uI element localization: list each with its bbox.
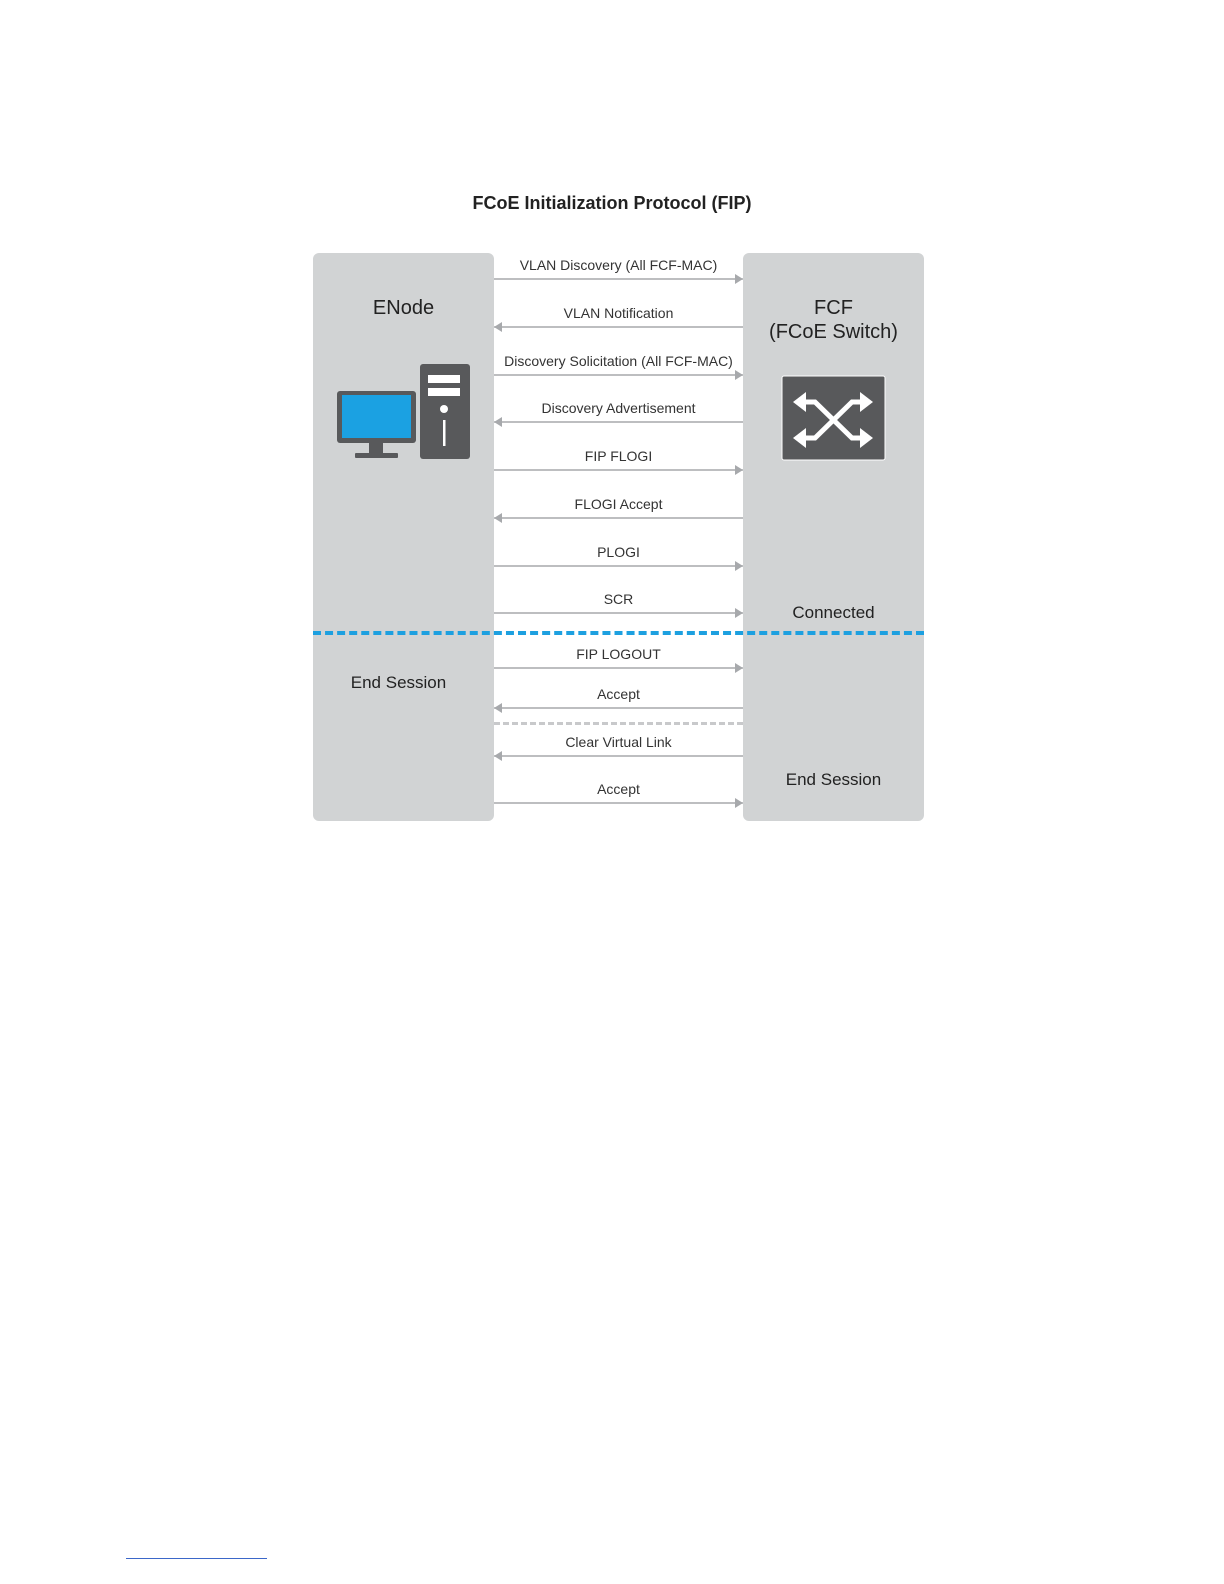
- message-arrow: [494, 513, 743, 523]
- message-label: Accept: [597, 686, 640, 702]
- fcf-end-session-label: End Session: [785, 770, 882, 789]
- session-divider: [313, 631, 924, 635]
- message-label: PLOGI: [597, 544, 640, 560]
- arrowhead: [735, 561, 743, 571]
- arrowhead: [494, 322, 502, 332]
- message-arrow: [494, 561, 743, 571]
- arrowhead: [494, 417, 502, 427]
- arrowhead: [735, 798, 743, 808]
- footnote-rule: [126, 1558, 267, 1559]
- message-label: VLAN Discovery (All FCF-MAC): [519, 257, 718, 273]
- message-arrow: [494, 608, 743, 618]
- message-label: Clear Virtual Link: [565, 734, 672, 750]
- message-arrow: [494, 663, 743, 673]
- enode-label: ENode: [372, 297, 435, 319]
- logout-divider: [494, 722, 743, 725]
- arrowhead: [494, 751, 502, 761]
- message-arrow: [494, 751, 743, 761]
- message-arrow: [494, 465, 743, 475]
- message-label: FLOGI Accept: [574, 496, 663, 512]
- message-label: Discovery Solicitation (All FCF-MAC): [504, 353, 733, 369]
- arrowhead: [735, 465, 743, 475]
- message-arrow: [494, 798, 743, 808]
- diagram-title: FCoE Initialization Protocol (FIP): [472, 193, 752, 213]
- arrowhead: [494, 703, 502, 713]
- message-label: Discovery Advertisement: [541, 400, 696, 416]
- message-label: Accept: [597, 781, 640, 797]
- arrowhead: [494, 513, 502, 523]
- enode-end-session-label: End Session: [350, 673, 447, 692]
- message-arrow: [494, 370, 743, 380]
- message-arrow: [494, 417, 743, 427]
- message-arrow: [494, 703, 743, 713]
- message-label: FIP LOGOUT: [576, 646, 661, 662]
- message-arrow: [494, 274, 743, 284]
- arrowhead: [735, 663, 743, 673]
- arrowhead: [735, 274, 743, 284]
- fcf-connected-label: Connected: [792, 603, 875, 622]
- arrowhead: [735, 370, 743, 380]
- message-arrow: [494, 322, 743, 332]
- fcf-label: FCF (FCoE Switch): [769, 297, 898, 343]
- enode-column: [313, 253, 494, 821]
- arrowhead: [735, 608, 743, 618]
- message-label: SCR: [603, 591, 634, 607]
- message-label: VLAN Notification: [563, 305, 674, 321]
- message-label: FIP FLOGI: [584, 448, 653, 464]
